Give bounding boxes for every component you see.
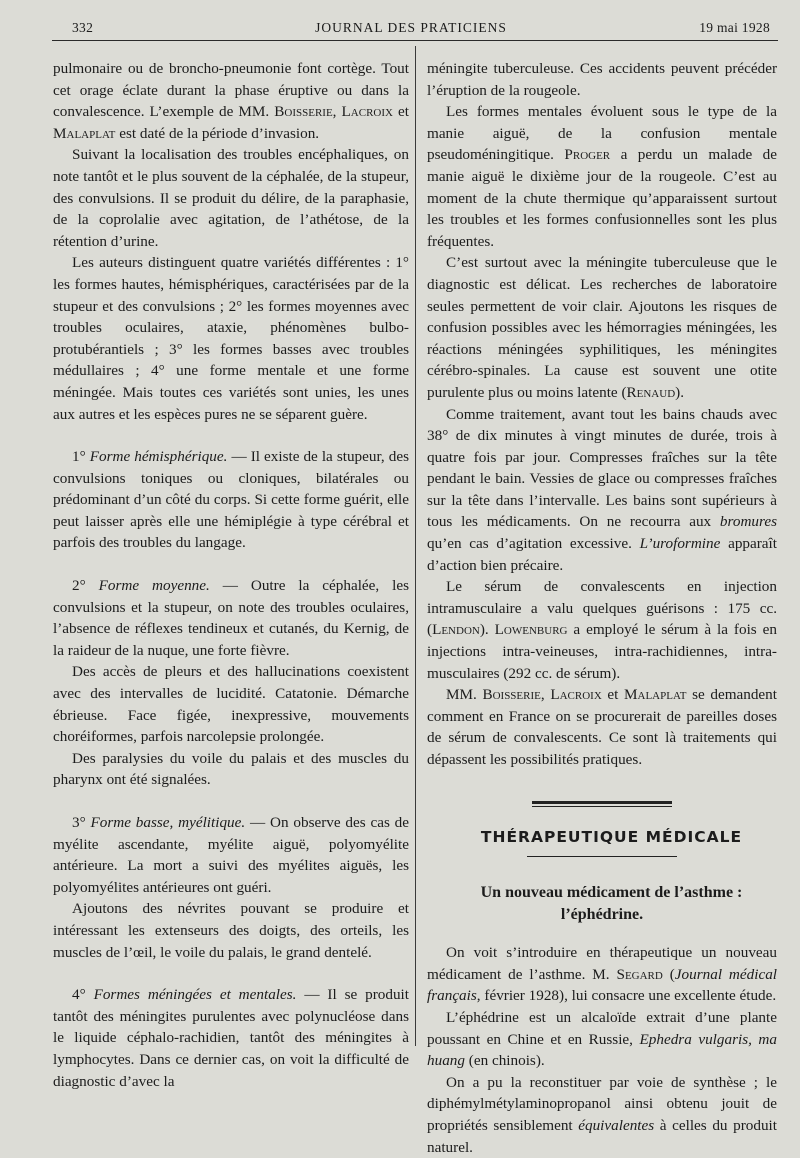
page-number: 332 bbox=[72, 20, 94, 35]
paragraph: Suivant la localisation des troubles encéphaliques, on note tantôt et le plus souvent de la céphalée, de la stupeur, des convulsions. Il se produit du délire, de la paraphasie, de la coprolalie avec agitation, de l’athétose, de la rétention d’urine. bbox=[53, 146, 409, 250]
paragraph: Des accès de pleurs et des hallucinations coexistent avec des intervalles de lucidité. Catatonie. Démarche ébrieuse. Face figée, inexpressive, mouvements choréiformes, parfois narcolepsie prolongée. bbox=[53, 663, 409, 746]
plant-name: Ephedra vulgaris, ma huang bbox=[427, 1030, 777, 1070]
subsection-title: Formes méningées et mentales. bbox=[93, 986, 297, 1004]
author-name: Proger bbox=[564, 146, 611, 164]
subsection-title: Forme moyenne. bbox=[98, 577, 210, 595]
journal-title: JOURNAL DES PRATICIENS bbox=[315, 20, 507, 35]
author-name: Lendon bbox=[432, 621, 480, 639]
paragraph: méningite tuberculeuse. Ces accidents peuvent précéder l’éruption de la rougeole. bbox=[427, 60, 777, 99]
author-name: Lowenburg bbox=[494, 621, 568, 639]
right-column bbox=[427, 58, 777, 1158]
article-title: Un nouveau médicament de l’asthme : l’éphédrine. bbox=[480, 884, 743, 924]
subsection-title: Forme hémisphérique. bbox=[89, 448, 228, 466]
paragraph: L’éphédrine est un alcaloïde extrait d’une plante poussant en Chine et en Russie, Ephedra vulgaris, ma huang (en chinois). bbox=[427, 1008, 777, 1070]
paragraph: Des paralysies du voile du palais et des muscles du pharynx ont été signalées. bbox=[53, 749, 409, 789]
page-header bbox=[52, 20, 770, 42]
author-name: Lacroix bbox=[550, 686, 602, 704]
author-name: Malaplat bbox=[624, 686, 687, 704]
subsection-paragraph: 4° Formes méningées et mentales. — Il se produit tantôt des méningites purulentes avec polynucléose dans le liquide céphalo-rachidien, tantôt des méningites à lymphocytes. Dans ce dernier cas, on voit la difficulté de diagnostic d’avec la bbox=[53, 986, 409, 1090]
paragraph: Ajoutons des névrites pouvant se produire et intéressant les extenseurs des doigts, des orteils, les muscles de l’œil, le voile du palais, le grand dentelé. bbox=[53, 900, 409, 961]
paragraph: MM. Boisserie, Lacroix et Malaplat se demandent comment en France on se procurerait de pareilles doses de sérum de convalescents. Ce sont là traitements qui dépassent les possibilités pratiques. bbox=[427, 686, 777, 768]
subsection-paragraph: 1° Forme hémisphérique. — Il existe de la stupeur, des convulsions toniques ou cloniques, bilatérales ou prédominant d’un côté du corps. Si cette forme guérit, elle peut laisser après elle une hémiplégie à type cérébral et parfois des troubles du langage. bbox=[53, 448, 409, 552]
subsection-paragraph: 2° Forme moyenne. — Outre la céphalée, les convulsions et la stupeur, on note des troubles oculaires, l’absence de réflexes tendineux et cutanés, du Kernig, de la raideur de la nuque, une forte fièvre. bbox=[53, 577, 409, 659]
author-name: Lacroix bbox=[341, 103, 393, 121]
author-name: Renaud bbox=[626, 383, 676, 401]
paragraph: Les formes mentales évoluent sous le type de la manie aiguë, de la confusion mentale pseudoméningitique. Proger a perdu un malade de manie aiguë le dixième jour de la rougeole. C’est au moment de la chute thermique qu’apparaissent surtout les troubles et les formes confusionnelles sont les plus fréquentes. bbox=[427, 103, 777, 250]
issue-date: 19 mai 1928 bbox=[699, 20, 770, 35]
paragraph: Le sérum de convalescents en injection intramusculaire a valu quelques guérisons : 175 cc. (Lendon). Lowenburg a employé le sérum à la fois en injections intra-veineuses, intra-rachidiennes, intra-musculaires (292 cc. de sérum). bbox=[427, 578, 777, 682]
author-name: Boisserie bbox=[274, 103, 333, 121]
left-column bbox=[53, 58, 409, 1092]
author-name: Boisserie bbox=[482, 686, 541, 704]
paragraph: On voit s’introduire en thérapeutique un nouveau médicament de l’asthme. M. Segard (Journal médical français, février 1928), lui consacre une excellente étude. bbox=[427, 944, 778, 1005]
author-name: Segard bbox=[616, 965, 663, 983]
paragraph: pulmonaire ou de broncho-pneumonie font cortège. Tout cet orage éclate durant la phase éruptive ou dans la convalescence. L’exemple de MM. Boisserie, Lacroix et Malaplat est daté de la période d’invasion. bbox=[53, 60, 410, 142]
subsection-paragraph: 3° Forme basse, myélitique. — On observe des cas de myélite ascendante, myélite aiguë, polyomyélite antérieure. La mort a suivi des myélites aiguës, les polyomyélites antérieures ont guéri. bbox=[53, 814, 410, 896]
author-name: Malaplat bbox=[53, 124, 116, 142]
subsection-title: Forme basse, myélitique. bbox=[90, 814, 246, 831]
paragraph: On a pu la reconstituer par voie de synthèse ; le diphémylmétylaminopropanol ainsi obtenu jouit de propriétés sensiblement équivalentes à celles du produit naturel. bbox=[427, 1073, 777, 1156]
header-rule bbox=[52, 40, 778, 41]
paragraph: C’est surtout avec la méningite tuberculeuse que le diagnostic est délicat. Les recherches de laboratoire seules permettent de voir clair. Ajoutons les risques de confusion possibles avec les hémorragies méningées, les réactions méningées syphilitiques, les méningites cérébro-spinales. La cause est souvent une otite purulente plus ou moins latente (Renaud). bbox=[427, 254, 777, 401]
paragraph: Comme traitement, avant tout les bains chauds avec 38° de dix minutes à vingt minutes de durée, trois à quatre fois par jour. Compresses fraîches sur la tête pendant le bain. Vessies de glace ou compresses fraîches sur la tête dans l’intervalle. Les bains sont supérieurs à tous les médicaments. On ne recourra aux bromures qu’en cas d’agitation excessive. L’uroformine apparaît d’action bien précaire. bbox=[427, 405, 777, 574]
column-separator bbox=[415, 46, 416, 1046]
journal-reference: Journal médical français bbox=[427, 965, 778, 1005]
paragraph: Les auteurs distinguent quatre variétés différentes : 1° les formes hautes, hémisphériques, caractérisées par de la stupeur et des convulsions ; 2° les formes moyennes avec troubles oculaires, ataxie, phénomènes bulbo-protubérantiels ; 3° les formes basses avec troubles médullaires ; 4° une forme mentale et une forme méningée. Mais toutes ces variétés sont unies, les unes aux autres et les espèces pures ne se séparent guère. bbox=[53, 254, 409, 423]
section-title: THÉRAPEUTIQUE MÉDICALE bbox=[480, 827, 743, 846]
